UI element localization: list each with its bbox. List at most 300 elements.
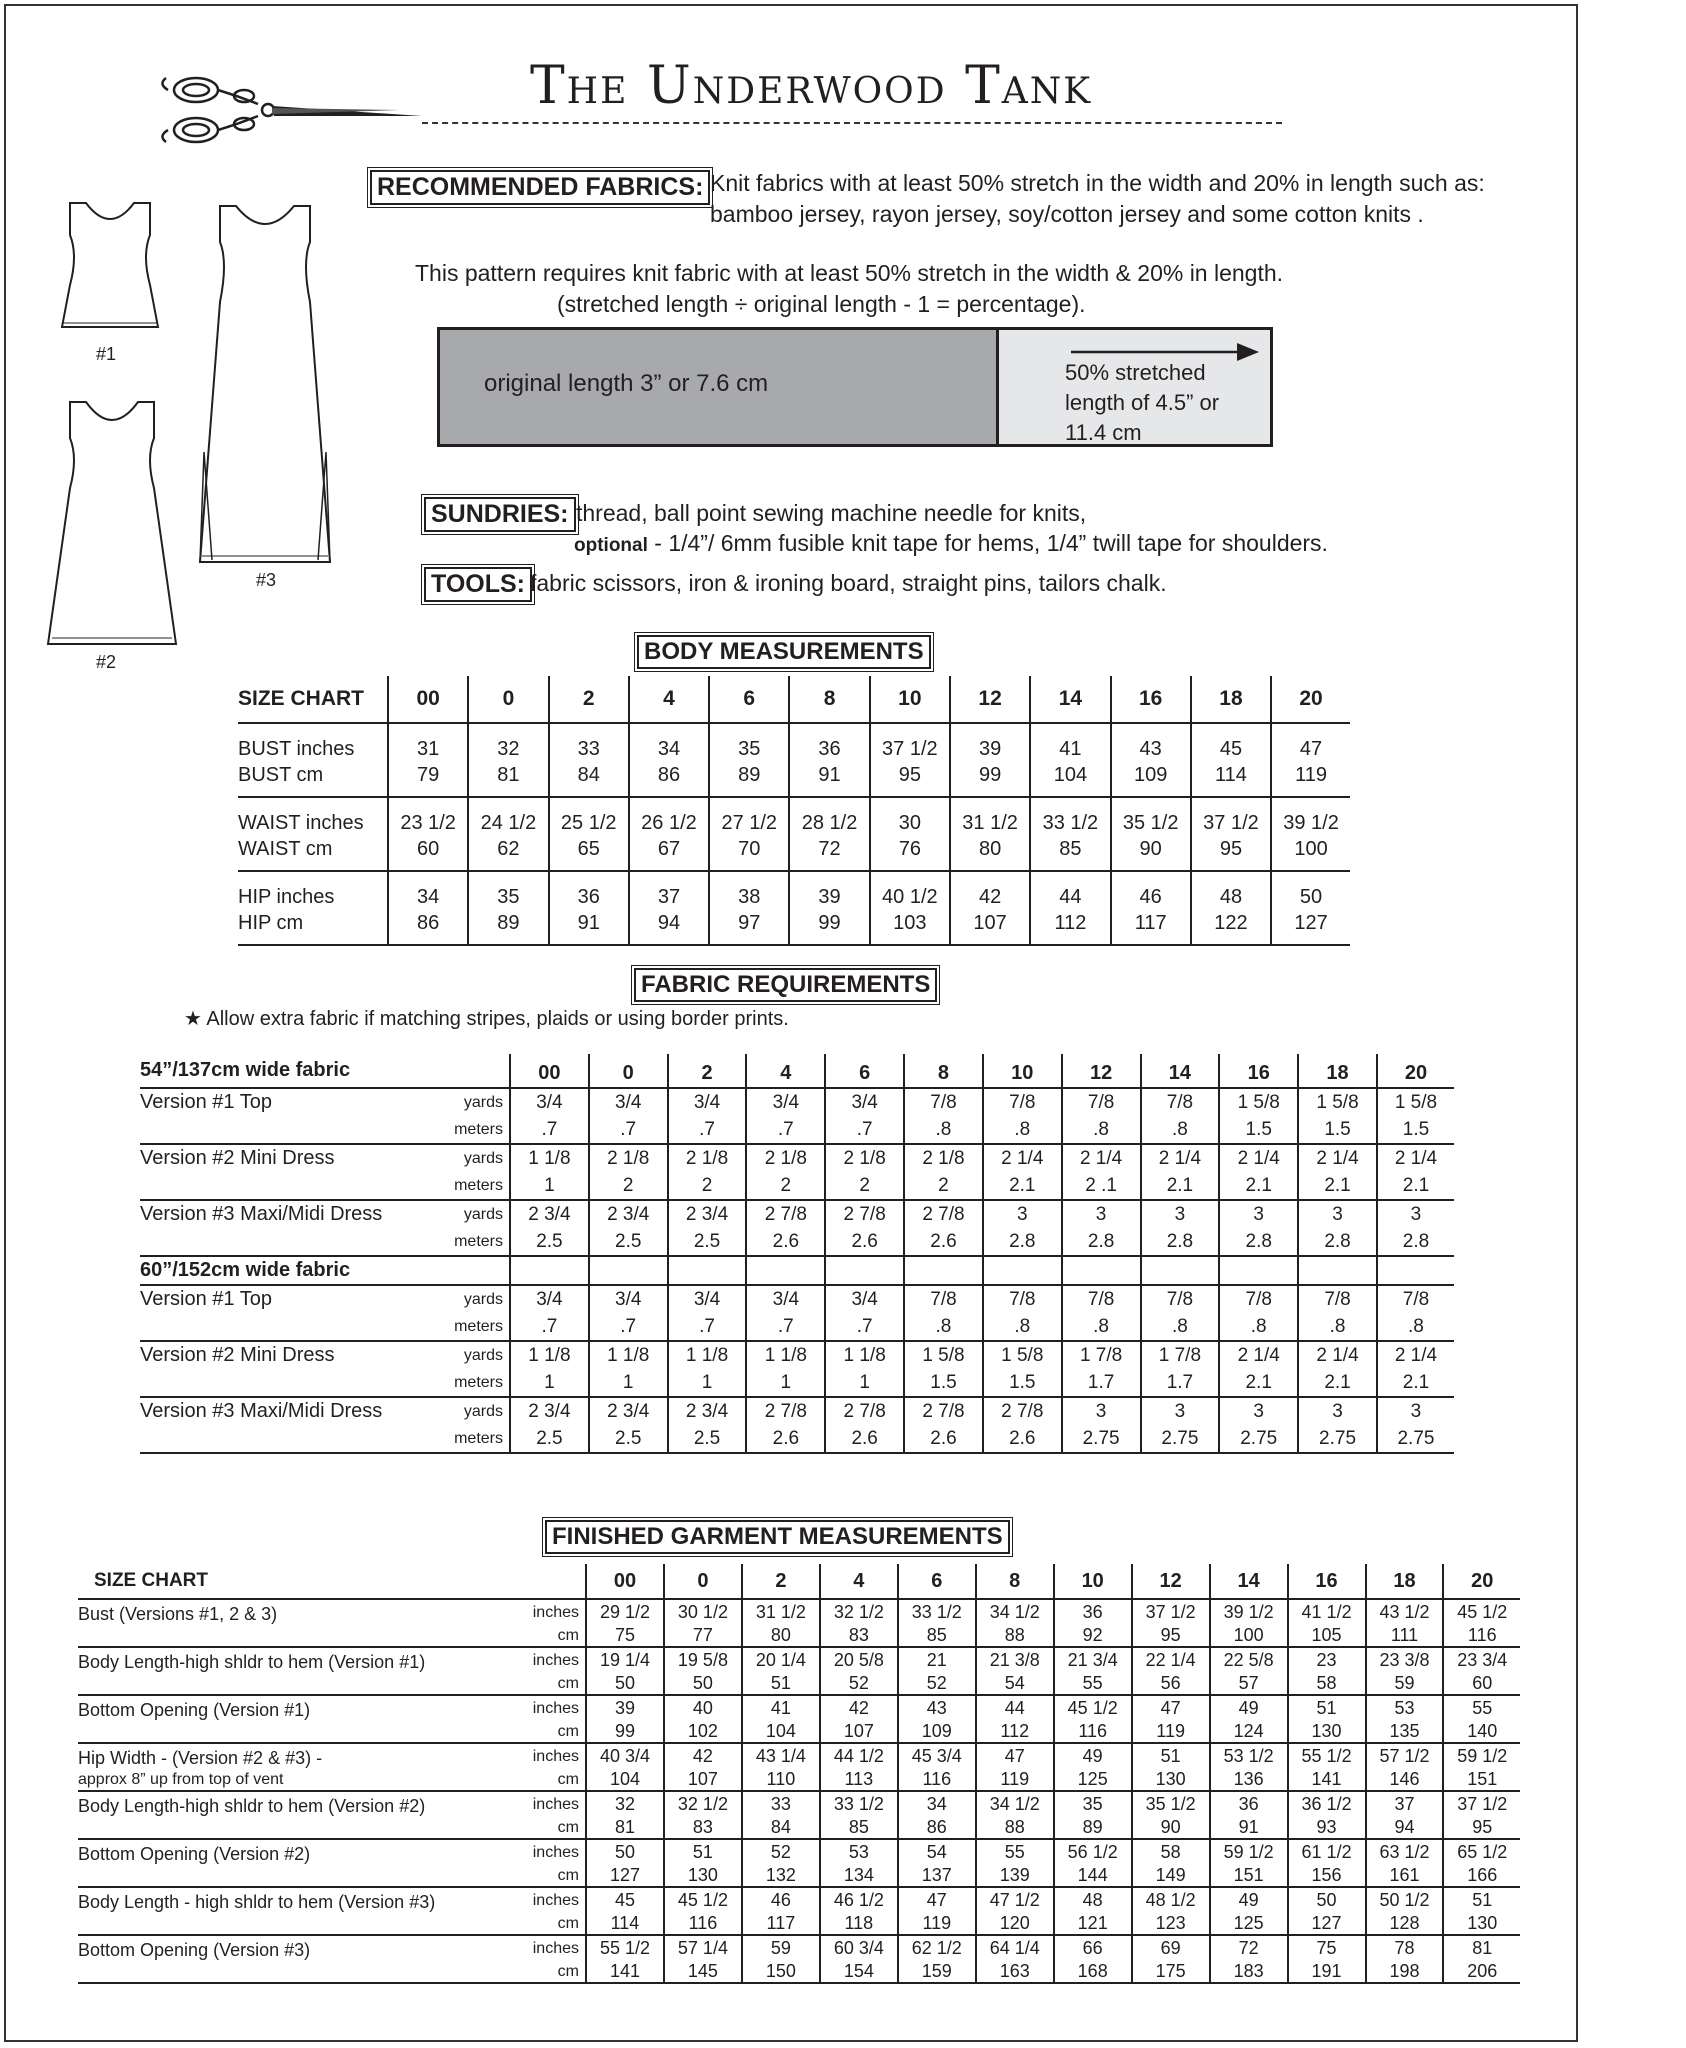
fabric-cell: 1 1/8 bbox=[510, 1341, 589, 1369]
unit-label: inches bbox=[528, 1599, 586, 1625]
size-header: 10 bbox=[1054, 1564, 1132, 1599]
body-cell: 91 bbox=[789, 762, 869, 797]
finished-cell: 114 bbox=[586, 1913, 664, 1935]
stretched-line-3: 11.4 cm bbox=[1065, 420, 1142, 445]
finished-cell: 166 bbox=[1443, 1865, 1520, 1887]
finished-cell: 50 bbox=[664, 1673, 742, 1695]
finished-cell: 57 1/4 bbox=[664, 1935, 742, 1961]
body-cell: 76 bbox=[870, 836, 950, 871]
finished-cell: 43 1/4 bbox=[742, 1743, 820, 1769]
fabric-cell: 1 1/8 bbox=[825, 1341, 904, 1369]
body-row bbox=[238, 871, 1350, 910]
size-header: 20 bbox=[1443, 1564, 1520, 1599]
body-cell: 67 bbox=[629, 836, 709, 871]
finished-row-label: Bust (Versions #1, 2 & 3) bbox=[78, 1599, 528, 1625]
finished-cell: 105 bbox=[1288, 1625, 1366, 1647]
fabric-cell: 2.5 bbox=[510, 1425, 589, 1453]
finished-cell: 44 bbox=[976, 1695, 1054, 1721]
fabric-cell: 3/4 bbox=[510, 1088, 589, 1116]
fabric-cell: 2.6 bbox=[825, 1425, 904, 1453]
finished-cell: 78 bbox=[1366, 1935, 1444, 1961]
finished-cell: 20 1/4 bbox=[742, 1647, 820, 1673]
finished-cell: 107 bbox=[820, 1721, 898, 1743]
size-header: 4 bbox=[629, 676, 709, 723]
fabric-cell: .8 bbox=[983, 1313, 1062, 1341]
finished-cell: 175 bbox=[1132, 1961, 1210, 1983]
fabric-cell: 2.6 bbox=[746, 1425, 825, 1453]
finished-cell: 32 1/2 bbox=[664, 1791, 742, 1817]
finished-row bbox=[78, 1865, 1520, 1887]
fabric-cell: 3/4 bbox=[668, 1285, 747, 1313]
fabric-cell: .7 bbox=[825, 1313, 904, 1341]
finished-cell: 136 bbox=[1210, 1769, 1288, 1791]
finished-cell: 63 1/2 bbox=[1366, 1839, 1444, 1865]
fabric-cell: 2 1/4 bbox=[1062, 1144, 1141, 1172]
finished-cell: 141 bbox=[586, 1961, 664, 1983]
empty-cell bbox=[78, 1673, 528, 1695]
fabric-cell: 2.8 bbox=[1298, 1228, 1377, 1256]
fabric-cell: 2.5 bbox=[589, 1425, 668, 1453]
finished-cell: 100 bbox=[1210, 1625, 1288, 1647]
finished-cell: 119 bbox=[898, 1913, 976, 1935]
size-header: 16 bbox=[1219, 1054, 1298, 1088]
body-cell: 72 bbox=[789, 836, 869, 871]
finished-cell: 119 bbox=[1132, 1721, 1210, 1743]
fabric-cell: 7/8 bbox=[1062, 1088, 1141, 1116]
fabric-cell: 2.8 bbox=[1377, 1228, 1454, 1256]
fabric-cell: 1 1/8 bbox=[746, 1341, 825, 1369]
fabric-cell: 1 7/8 bbox=[1062, 1341, 1141, 1369]
fabric-cell: .7 bbox=[746, 1116, 825, 1144]
empty-cell bbox=[589, 1256, 668, 1285]
finished-row bbox=[78, 1673, 1520, 1695]
finished-cell: 111 bbox=[1366, 1625, 1444, 1647]
finished-cell: 47 bbox=[1132, 1695, 1210, 1721]
empty-cell bbox=[1298, 1256, 1377, 1285]
fabric-cell: .8 bbox=[1219, 1313, 1298, 1341]
finished-cell: 57 bbox=[1210, 1673, 1288, 1695]
finished-cell: 52 bbox=[898, 1673, 976, 1695]
body-cell: 46 bbox=[1111, 871, 1191, 910]
title-divider bbox=[422, 122, 1282, 124]
finished-cell: 92 bbox=[1054, 1625, 1132, 1647]
fabric-cell: 2 7/8 bbox=[904, 1397, 983, 1425]
fabric-cell: .7 bbox=[510, 1116, 589, 1144]
finished-row-label: Body Length-high shldr to hem (Version #1) bbox=[78, 1647, 528, 1673]
fabric-cell: 2 7/8 bbox=[746, 1200, 825, 1228]
fabric-cell: 2 1/4 bbox=[1377, 1144, 1454, 1172]
fabric-cell: .8 bbox=[1141, 1116, 1220, 1144]
fabric-cell: 3/4 bbox=[510, 1285, 589, 1313]
fabric-row-label: Version #3 Maxi/Midi Dress bbox=[140, 1200, 436, 1228]
size-header: 20 bbox=[1271, 676, 1350, 723]
finished-cell: 168 bbox=[1054, 1961, 1132, 1983]
finished-cell: 23 bbox=[1288, 1647, 1366, 1673]
fabric-cell: .8 bbox=[1141, 1313, 1220, 1341]
body-row-label: WAIST inches bbox=[238, 797, 388, 836]
body-cell: 97 bbox=[709, 910, 789, 945]
fabric-cell: 2.1 bbox=[983, 1172, 1062, 1200]
finished-cell: 163 bbox=[976, 1961, 1054, 1983]
finished-row bbox=[78, 1839, 1520, 1865]
empty-cell bbox=[1377, 1256, 1454, 1285]
finished-cell: 54 bbox=[976, 1673, 1054, 1695]
fabric-row-label: Version #1 Top bbox=[140, 1285, 436, 1313]
finished-row bbox=[78, 1791, 1520, 1817]
unit-label: yards bbox=[436, 1341, 510, 1369]
size-header: 6 bbox=[709, 676, 789, 723]
fabric-row bbox=[140, 1285, 1454, 1313]
empty-cell bbox=[1219, 1256, 1298, 1285]
finished-cell: 30 1/2 bbox=[664, 1599, 742, 1625]
body-cell: 24 1/2 bbox=[468, 797, 548, 836]
fabric-section-title: 60”/152cm wide fabric bbox=[140, 1256, 510, 1285]
unit-label: cm bbox=[557, 1771, 579, 1788]
finished-cell: 41 bbox=[742, 1695, 820, 1721]
size-header: 20 bbox=[1377, 1054, 1454, 1088]
empty-cell bbox=[78, 1817, 528, 1839]
finished-cell: 35 1/2 bbox=[1132, 1791, 1210, 1817]
body-row bbox=[238, 723, 1350, 762]
finished-cell: 118 bbox=[820, 1913, 898, 1935]
finished-cell: 161 bbox=[1366, 1865, 1444, 1887]
empty-cell bbox=[78, 1721, 528, 1743]
finished-cell: 85 bbox=[898, 1625, 976, 1647]
size-header: 18 bbox=[1191, 676, 1271, 723]
size-header: 0 bbox=[664, 1564, 742, 1599]
finished-row-label: Bottom Opening (Version #1) bbox=[78, 1695, 528, 1721]
size-header: 8 bbox=[904, 1054, 983, 1088]
finished-cell: 90 bbox=[1132, 1817, 1210, 1839]
fabric-section-header bbox=[140, 1256, 1454, 1285]
finished-cell: 46 1/2 bbox=[820, 1887, 898, 1913]
fabric-cell: .8 bbox=[904, 1313, 983, 1341]
fabric-section-title: 54”/137cm wide fabric bbox=[140, 1059, 351, 1081]
finished-cell: 110 bbox=[742, 1769, 820, 1791]
fabric-cell: 2.1 bbox=[1377, 1172, 1454, 1200]
fabric-cell: 1 1/8 bbox=[589, 1341, 668, 1369]
finished-cell: 124 bbox=[1210, 1721, 1288, 1743]
body-cell: 39 bbox=[789, 871, 869, 910]
fabric-cell: 2 1/4 bbox=[1141, 1144, 1220, 1172]
fabric-row-label: Version #3 Maxi/Midi Dress bbox=[140, 1397, 436, 1425]
finished-cell: 61 1/2 bbox=[1288, 1839, 1366, 1865]
finished-cell: 146 bbox=[1366, 1769, 1444, 1791]
finished-cell: 32 bbox=[586, 1791, 664, 1817]
fabric-cell: 2.75 bbox=[1219, 1425, 1298, 1453]
body-cell: 39 1/2 bbox=[1271, 797, 1350, 836]
fabric-cell: 2 7/8 bbox=[825, 1200, 904, 1228]
fabric-cell: 2.5 bbox=[668, 1425, 747, 1453]
finished-cell: 51 bbox=[742, 1673, 820, 1695]
fabric-cell: 1 5/8 bbox=[983, 1341, 1062, 1369]
empty-cell bbox=[140, 1425, 436, 1453]
fabric-cell: 2.75 bbox=[1062, 1425, 1141, 1453]
finished-cell: 31 1/2 bbox=[742, 1599, 820, 1625]
size-header: 12 bbox=[1132, 1564, 1210, 1599]
finished-cell: 50 bbox=[586, 1673, 664, 1695]
fabric-row bbox=[140, 1369, 1454, 1397]
finished-cell: 75 bbox=[1288, 1935, 1366, 1961]
empty-cell bbox=[78, 1865, 528, 1887]
finished-cell: 64 1/4 bbox=[976, 1935, 1054, 1961]
finished-row bbox=[78, 1721, 1520, 1743]
fabric-cell: .8 bbox=[1298, 1313, 1377, 1341]
unit-label: cm bbox=[557, 1867, 579, 1884]
illustration-mini-dress bbox=[42, 398, 182, 653]
fabric-cell: .8 bbox=[1062, 1313, 1141, 1341]
finished-row bbox=[78, 1961, 1520, 1983]
unit-label: inches bbox=[528, 1935, 586, 1961]
body-cell: 114 bbox=[1191, 762, 1271, 797]
unit-label: yards bbox=[436, 1397, 510, 1425]
finished-cell: 85 bbox=[820, 1817, 898, 1839]
fabric-cell: 3 bbox=[983, 1200, 1062, 1228]
unit-label: inches bbox=[528, 1839, 586, 1865]
body-cell: 48 bbox=[1191, 871, 1271, 910]
finished-cell: 48 bbox=[1054, 1887, 1132, 1913]
finished-cell: 55 1/2 bbox=[1288, 1743, 1366, 1769]
finished-cell: 69 bbox=[1132, 1935, 1210, 1961]
body-row bbox=[238, 910, 1350, 945]
fabric-cell: 1 bbox=[510, 1172, 589, 1200]
body-cell: 103 bbox=[870, 910, 950, 945]
body-cell: 33 bbox=[549, 723, 629, 762]
finished-cell: 56 bbox=[1132, 1673, 1210, 1695]
fabric-cell: 3/4 bbox=[746, 1285, 825, 1313]
fabric-cell: 3 bbox=[1377, 1397, 1454, 1425]
unit-label: yards bbox=[436, 1088, 510, 1116]
fabric-cell: 3 bbox=[1298, 1200, 1377, 1228]
body-row-label: WAIST cm bbox=[238, 838, 333, 860]
size-header: 0 bbox=[589, 1054, 668, 1088]
empty-cell bbox=[668, 1256, 747, 1285]
body-cell: 95 bbox=[870, 762, 950, 797]
body-row-label: HIP cm bbox=[238, 912, 304, 934]
body-cell: 84 bbox=[549, 762, 629, 797]
unit-label: cm bbox=[557, 1627, 579, 1644]
size-header: 14 bbox=[1210, 1564, 1288, 1599]
finished-cell: 80 bbox=[742, 1625, 820, 1647]
finished-cell: 119 bbox=[976, 1769, 1054, 1791]
finished-cell: 35 bbox=[1054, 1791, 1132, 1817]
fabric-cell: 7/8 bbox=[1219, 1285, 1298, 1313]
finished-row-label: Body Length - high shldr to hem (Version #3) bbox=[78, 1887, 528, 1913]
finished-cell: 19 1/4 bbox=[586, 1647, 664, 1673]
body-cell: 25 1/2 bbox=[549, 797, 629, 836]
finished-cell: 51 bbox=[1443, 1887, 1520, 1913]
finished-cell: 48 1/2 bbox=[1132, 1887, 1210, 1913]
sundries-label: SUNDRIES: bbox=[424, 497, 576, 532]
body-cell: 119 bbox=[1271, 762, 1350, 797]
finished-cell: 113 bbox=[820, 1769, 898, 1791]
fabric-cell: 1 1/8 bbox=[510, 1144, 589, 1172]
finished-cell: 116 bbox=[1054, 1721, 1132, 1743]
fabric-cell: 2 1/8 bbox=[746, 1144, 825, 1172]
size-header: 2 bbox=[668, 1054, 747, 1088]
fabric-cell: .7 bbox=[668, 1313, 747, 1341]
fabric-cell: 2.6 bbox=[904, 1425, 983, 1453]
body-cell: 38 bbox=[709, 871, 789, 910]
finished-row bbox=[78, 1647, 1520, 1673]
finished-cell: 125 bbox=[1210, 1913, 1288, 1935]
fabric-cell: 2 bbox=[904, 1172, 983, 1200]
finished-cell: 84 bbox=[742, 1817, 820, 1839]
finished-cell: 40 bbox=[664, 1695, 742, 1721]
fabric-cell: 2.8 bbox=[1141, 1228, 1220, 1256]
size-header: 18 bbox=[1298, 1054, 1377, 1088]
fabric-cell: 1 bbox=[825, 1369, 904, 1397]
size-header: 16 bbox=[1288, 1564, 1366, 1599]
body-cell: 81 bbox=[468, 762, 548, 797]
fabric-cell: .7 bbox=[510, 1313, 589, 1341]
star-icon: ★ bbox=[184, 1008, 202, 1030]
finished-cell: 112 bbox=[976, 1721, 1054, 1743]
body-cell: 23 1/2 bbox=[388, 797, 468, 836]
unit-label: inches bbox=[528, 1743, 586, 1769]
sundries-optional-label: optional bbox=[574, 535, 648, 556]
size-header: 12 bbox=[950, 676, 1030, 723]
finished-cell: 139 bbox=[976, 1865, 1054, 1887]
fabric-cell: 7/8 bbox=[1298, 1285, 1377, 1313]
body-cell: 99 bbox=[789, 910, 869, 945]
fabric-row bbox=[140, 1425, 1454, 1453]
body-measurements-table bbox=[238, 676, 1350, 946]
body-cell: 41 bbox=[1030, 723, 1110, 762]
finished-cell: 154 bbox=[820, 1961, 898, 1983]
fabric-row-label: Version #2 Mini Dress bbox=[140, 1341, 436, 1369]
finished-cell: 93 bbox=[1288, 1817, 1366, 1839]
sundries-text: thread, ball point sewing machine needle for knits, bbox=[576, 500, 1087, 526]
unit-label: meters bbox=[454, 1430, 503, 1447]
fabric-cell: 1 5/8 bbox=[1377, 1088, 1454, 1116]
original-length-label: original length 3” or 7.6 cm bbox=[484, 370, 769, 397]
tools-label: TOOLS: bbox=[424, 567, 532, 602]
body-cell: 89 bbox=[709, 762, 789, 797]
finished-cell: 60 bbox=[1443, 1673, 1520, 1695]
finished-cell: 130 bbox=[1443, 1913, 1520, 1935]
finished-cell: 109 bbox=[898, 1721, 976, 1743]
finished-cell: 127 bbox=[1288, 1913, 1366, 1935]
fabric-cell: 1 bbox=[510, 1369, 589, 1397]
fabric-cell: 1 5/8 bbox=[1219, 1088, 1298, 1116]
finished-cell: 36 bbox=[1210, 1791, 1288, 1817]
finished-cell: 183 bbox=[1210, 1961, 1288, 1983]
finished-cell: 121 bbox=[1054, 1913, 1132, 1935]
fabric-cell: 2 3/4 bbox=[668, 1200, 747, 1228]
fabric-cell: 2 bbox=[825, 1172, 904, 1200]
fabric-cell: 1.5 bbox=[904, 1369, 983, 1397]
fabric-cell: 2 3/4 bbox=[510, 1397, 589, 1425]
unit-label: meters bbox=[454, 1318, 503, 1335]
finished-cell: 53 bbox=[820, 1839, 898, 1865]
finished-cell: 47 1/2 bbox=[976, 1887, 1054, 1913]
fabric-cell: 2 1/4 bbox=[983, 1144, 1062, 1172]
fabric-cell: .7 bbox=[589, 1116, 668, 1144]
finished-cell: 59 bbox=[1366, 1673, 1444, 1695]
scissors-icon bbox=[160, 66, 430, 156]
stretch-requirement-text: This pattern requires knit fabric with at least 50% stretch in the width & 20% in length. bbox=[415, 260, 1284, 286]
finished-row-sublabel: approx 8” up from top of vent bbox=[78, 1771, 284, 1788]
finished-cell: 40 3/4 bbox=[586, 1743, 664, 1769]
finished-cell: 66 bbox=[1054, 1935, 1132, 1961]
finished-cell: 81 bbox=[1443, 1935, 1520, 1961]
size-header: 00 bbox=[586, 1564, 664, 1599]
finished-cell: 22 1/4 bbox=[1132, 1647, 1210, 1673]
fabric-cell: 2 bbox=[668, 1172, 747, 1200]
page-title: The Underwood Tank bbox=[530, 56, 1093, 116]
size-header: 00 bbox=[388, 676, 468, 723]
finished-cell: 51 bbox=[664, 1839, 742, 1865]
empty-cell bbox=[904, 1256, 983, 1285]
finished-cell: 54 bbox=[898, 1839, 976, 1865]
body-cell: 85 bbox=[1030, 836, 1110, 871]
fabric-cell: 7/8 bbox=[904, 1088, 983, 1116]
fabric-cell: 2 7/8 bbox=[983, 1397, 1062, 1425]
finished-cell: 58 bbox=[1288, 1673, 1366, 1695]
unit-label: cm bbox=[557, 1675, 579, 1692]
fabric-cell: 2.75 bbox=[1377, 1425, 1454, 1453]
size-header: 10 bbox=[983, 1054, 1062, 1088]
fabric-row bbox=[140, 1313, 1454, 1341]
finished-cell: 52 bbox=[742, 1839, 820, 1865]
finished-row bbox=[78, 1935, 1520, 1961]
fabric-cell: 2.1 bbox=[1141, 1172, 1220, 1200]
finished-cell: 36 bbox=[1054, 1599, 1132, 1625]
finished-cell: 34 1/2 bbox=[976, 1791, 1054, 1817]
fabric-cell: 3 bbox=[1062, 1397, 1141, 1425]
finished-cell: 206 bbox=[1443, 1961, 1520, 1983]
fabric-cell: .7 bbox=[825, 1116, 904, 1144]
fabric-cell: 1 bbox=[589, 1369, 668, 1397]
body-cell: 89 bbox=[468, 910, 548, 945]
finished-row-label: Bottom Opening (Version #2) bbox=[78, 1839, 528, 1865]
unit-label: meters bbox=[454, 1177, 503, 1194]
finished-cell: 89 bbox=[1054, 1817, 1132, 1839]
finished-cell: 59 1/2 bbox=[1210, 1839, 1288, 1865]
finished-cell: 116 bbox=[898, 1769, 976, 1791]
finished-cell: 45 bbox=[586, 1887, 664, 1913]
body-cell: 26 1/2 bbox=[629, 797, 709, 836]
size-header: 14 bbox=[1030, 676, 1110, 723]
empty-cell bbox=[78, 1913, 528, 1935]
size-chart-label: SIZE CHART bbox=[238, 687, 364, 710]
finished-cell: 77 bbox=[664, 1625, 742, 1647]
stretched-length-bar bbox=[999, 330, 1270, 444]
body-cell: 112 bbox=[1030, 910, 1110, 945]
empty-cell bbox=[510, 1256, 589, 1285]
finished-cell: 43 bbox=[898, 1695, 976, 1721]
finished-cell: 55 bbox=[1054, 1673, 1132, 1695]
fabric-cell: 1.5 bbox=[1377, 1116, 1454, 1144]
size-header: 4 bbox=[820, 1564, 898, 1599]
fabric-cell: .7 bbox=[668, 1116, 747, 1144]
fabric-cell: 2 1/4 bbox=[1298, 1341, 1377, 1369]
finished-cell: 49 bbox=[1210, 1887, 1288, 1913]
unit-label: meters bbox=[454, 1121, 503, 1138]
fabric-cell: 7/8 bbox=[983, 1285, 1062, 1313]
illustration-maxi-dress bbox=[190, 202, 340, 577]
fabric-cell: 2 7/8 bbox=[746, 1397, 825, 1425]
size-header: 2 bbox=[549, 676, 629, 723]
finished-cell: 45 1/2 bbox=[1443, 1599, 1520, 1625]
finished-cell: 72 bbox=[1210, 1935, 1288, 1961]
fabric-cell: 2 1/8 bbox=[589, 1144, 668, 1172]
empty-cell bbox=[1062, 1256, 1141, 1285]
finished-cell: 20 5/8 bbox=[820, 1647, 898, 1673]
empty-cell bbox=[78, 1625, 528, 1647]
body-cell: 80 bbox=[950, 836, 1030, 871]
